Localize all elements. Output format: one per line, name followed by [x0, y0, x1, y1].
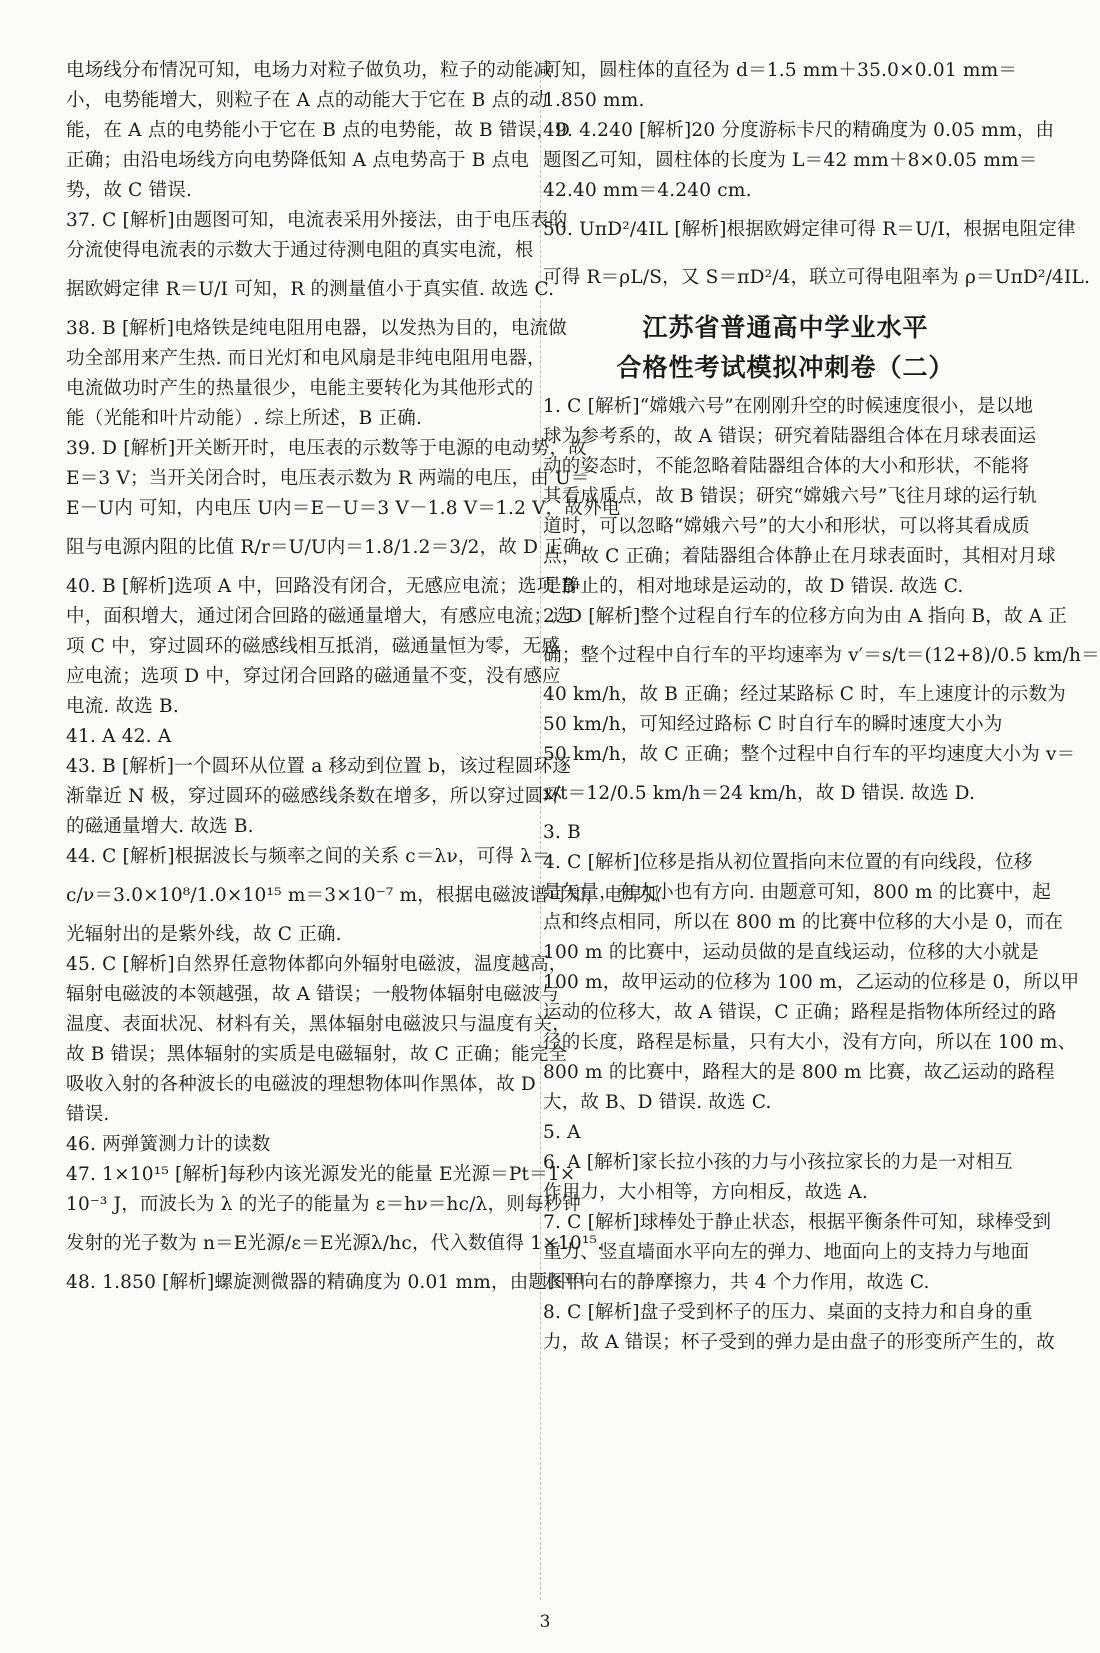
text-line: 41. A 42. A: [66, 726, 172, 747]
text-line: 中，面积增大，通过闭合回路的磁通量增大，有感应电流；选: [66, 606, 571, 627]
text-line: 水平向右的静摩擦力，共 4 个力作用，故选 C.: [543, 1272, 930, 1293]
text-line: 47. 1×10¹⁵ [解析]每秒内该光源发光的能量 E光源＝Pt＝1×: [66, 1164, 576, 1185]
text-line: 1.850 mm.: [543, 90, 645, 111]
text-line: 100 m 的比赛中，运动员做的是直线运动，位移的大小就是: [543, 942, 1039, 963]
section-title: [543, 308, 1028, 388]
right-column-top: [543, 56, 1091, 302]
text-line: 的磁通量增大. 故选 B.: [66, 816, 254, 837]
text-line: 电场线分布情况可知，电场力对粒子做负功，粒子的动能减: [66, 60, 553, 81]
text-line: 能（光能和叶片动能）. 综上所述，B 正确.: [66, 408, 423, 429]
text-line: 大，故 B、D 错误. 故选 C.: [543, 1092, 772, 1113]
text-line: 功全部用来产生热. 而日光灯和电风扇是非纯电阻用电器，: [66, 348, 546, 369]
text-line: 势，故 C 错误.: [66, 180, 193, 201]
text-line: 6. A [解析]家长拉小孩的力与小孩拉家长的力是一对相互: [543, 1152, 1014, 1173]
text-line: 渐靠近 N 极，穿过圆环的磁感线条数在增多，所以穿过圆环: [66, 786, 563, 807]
text-line: 光辐射出的是紫外线，故 C 正确.: [66, 924, 342, 945]
text-line: 力，故 A 错误；杯子受到的弹力是由盘子的形变所产生的，故: [543, 1332, 1055, 1353]
text-line: 39. D [解析]开关断开时，电压表的示数等于电源的电动势，故: [66, 438, 587, 459]
text-line: 分流使得电流表的示数大于通过待测电阻的真实电流，根: [66, 240, 534, 261]
text-line: 38. B [解析]电烙铁是纯电阻用电器，以发热为目的，电流做: [66, 318, 567, 339]
text-line: 作用力，大小相等，方向相反，故选 A.: [543, 1182, 868, 1203]
text-line: 球为参考系的，故 A 错误；研究着陆器组合体在月球表面运: [543, 426, 1037, 447]
text-line: 40 km/h，故 B 正确；经过某路标 C 时，车上速度计的示数为: [543, 684, 1066, 705]
text-line: 2. D [解析]整个过程自行车的位移方向为由 A 指向 B，故 A 正: [543, 606, 1068, 627]
text-line: 40. B [解析]选项 A 中，回路没有闭合，无感应电流；选项 B: [66, 576, 576, 597]
text-line: 800 m 的比赛中，路程大的是 800 m 比赛，故乙运动的路程: [543, 1062, 1055, 1083]
text-line: E＝3 V；当开关闭合时，电压表示数为 R 两端的电压，由 U＝: [66, 468, 590, 489]
text-line: 电流做功时产生的热量很少，电能主要转化为其他形式的: [66, 378, 534, 399]
text-line: 发射的光子数为 n＝E光源/ε＝E光源λ/hc，代入数值得 1×10¹⁵.: [66, 1233, 604, 1254]
text-line: 点和终点相同，所以在 800 m 的比赛中位移的大小是 0，而在: [543, 912, 1064, 933]
text-line: 45. C [解析]自然界任意物体都向外辐射电磁波，温度越高，: [66, 954, 568, 975]
text-line: 42.40 mm＝4.240 cm.: [543, 180, 752, 201]
text-line: 电流. 故选 B.: [66, 696, 179, 717]
text-line: c/ν＝3.0×10⁸/1.0×10¹⁵ m＝3×10⁻⁷ m，根据电磁波谱可知，电焊弧: [66, 885, 661, 906]
text-line: 故 B 错误；黑体辐射的实质是电磁辐射，故 C 正确；能完全: [66, 1044, 568, 1065]
text-line: 50 km/h，可知经过路标 C 时自行车的瞬时速度大小为: [543, 714, 1003, 735]
text-line: 50 km/h，故 C 正确；整个过程中自行车的平均速度大小为 v＝: [543, 744, 1076, 765]
text-line: 43. B [解析]一个圆环从位置 a 移动到位置 b，该过程圆环逐: [66, 756, 572, 777]
right-column: [543, 56, 1100, 1358]
text-line: 阻与电源内阻的比值 R/r＝U/U内＝1.8/1.2＝3/2，故 D 正确.: [66, 537, 588, 558]
text-line: 37. C [解析]由题图可知，电流表采用外接法，由于电压表的: [66, 210, 568, 231]
text-line: 48. 1.850 [解析]螺旋测微器的精确度为 0.01 mm，由题图甲: [66, 1272, 585, 1293]
text-line: 可知，圆柱体的直径为 d＝1.5 mm＋35.0×0.01 mm＝: [543, 60, 1018, 81]
text-line: 动的姿态时，不能忽略着陆器组合体的大小和形状，不能将: [543, 456, 1030, 477]
text-line: 是矢量，有大小也有方向. 由题意可知，800 m 的比赛中，起: [543, 882, 1052, 903]
text-line: 3. B: [543, 822, 581, 843]
text-line: 8. C [解析]盘子受到杯子的压力、桌面的支持力和自身的重: [543, 1302, 1033, 1323]
text-line: E－U内 可知，内电压 U内＝E－U＝3 V－1.8 V＝1.2 V，故外电: [66, 498, 621, 519]
text-line: 7. C [解析]球棒处于静止状态，根据平衡条件可知，球棒受到: [543, 1212, 1052, 1233]
text-line: 据欧姆定律 R＝U/I 可知，R 的测量值小于真实值. 故选 C.: [66, 279, 555, 300]
text-line: 其看成质点，故 B 错误；研究“嫦娥六号”飞往月球的运行轨: [543, 486, 1038, 507]
text-line: 错误.: [66, 1104, 110, 1125]
text-line: x/t＝12/0.5 km/h＝24 km/h，故 D 错误. 故选 D.: [543, 783, 976, 804]
text-line: 吸收入射的各种波长的电磁波的理想物体叫作黑体，故 D: [66, 1074, 536, 1095]
text-line: 重力、竖直墙面水平向左的弹力、地面向上的支持力与地面: [543, 1242, 1030, 1263]
text-line: 100 m，故甲运动的位移为 100 m，乙运动的位移是 0，所以甲: [543, 972, 1080, 993]
text-line: 46. 两弹簧测力计的读数: [66, 1134, 271, 1155]
text-line: 是静止的，相对地球是运动的，故 D 错误. 故选 C.: [543, 576, 964, 597]
text-line: 1. C [解析]“嫦娥六号”在刚刚升空的时候速度很小，是以地: [543, 396, 1034, 417]
text-line: 正确；由沿电场线方向电势降低知 A 点电势高于 B 点电: [66, 150, 530, 171]
text-line: 温度、表面状况、材料有关，黑体辐射电磁波只与温度有关，: [66, 1014, 571, 1035]
text-line: 辐射电磁波的本领越强，故 A 错误；一般物体辐射电磁波与: [66, 984, 560, 1005]
text-line: 应电流；选项 D 中，穿过闭合回路的磁通量不变，没有感应: [66, 666, 561, 687]
text-line: 4. C [解析]位移是指从初位置指向末位置的有向线段，位移: [543, 852, 1033, 873]
text-line: 可得 R＝ρL/S，又 S＝πD²/4，联立可得电阻率为 ρ＝UπD²/4IL.: [543, 267, 1091, 288]
text-line: 50. UπD²/4IL [解析]根据欧姆定律可得 R＝U/I，根据电阻定律: [543, 219, 1076, 240]
section-title-line1: 江苏省普通高中学业水平: [642, 313, 929, 342]
text-line: 确；整个过程中自行车的平均速率为 v′＝s/t＝(12+8)/0.5 km/h＝: [543, 645, 1100, 666]
text-line: 项 C 中，穿过圆环的磁感线相互抵消，磁通量恒为零，无感: [66, 636, 561, 657]
text-line: 运动的位移大，故 A 错误，C 正确；路程是指物体所经过的路: [543, 1002, 1057, 1023]
text-line: 小，电势能增大，则粒子在 A 点的动能大于它在 B 点的动: [66, 90, 548, 111]
page-number: 3: [539, 1612, 551, 1632]
text-line: 能，在 A 点的电势能小于它在 B 点的电势能，故 B 错误，D: [66, 120, 571, 141]
text-line: 10⁻³ J，而波长为 λ 的光子的能量为 ε＝hν＝hc/λ，则每秒钟: [66, 1194, 582, 1215]
text-line: 道时，可以忽略“嫦娥六号”的大小和形状，可以将其看成质: [543, 516, 1030, 537]
text-line: 径的长度，路程是标量，只有大小，没有方向，所以在 100 m、: [543, 1032, 1077, 1053]
text-line: 49. 4.240 [解析]20 分度游标卡尺的精确度为 0.05 mm，由: [543, 120, 1055, 141]
text-line: 点，故 C 正确；着陆器组合体静止在月球表面时，其相对月球: [543, 546, 1056, 567]
text-line: 5. A: [543, 1122, 581, 1143]
right-column-bottom: [543, 392, 1100, 1358]
text-line: 44. C [解析]根据波长与频率之间的关系 c＝λν，可得 λ＝: [66, 846, 551, 867]
text-line: 题图乙可知，圆柱体的长度为 L＝42 mm＋8×0.05 mm＝: [543, 150, 1038, 171]
section-title-line2: 合格性考试模拟冲刺卷（二）: [616, 353, 955, 382]
